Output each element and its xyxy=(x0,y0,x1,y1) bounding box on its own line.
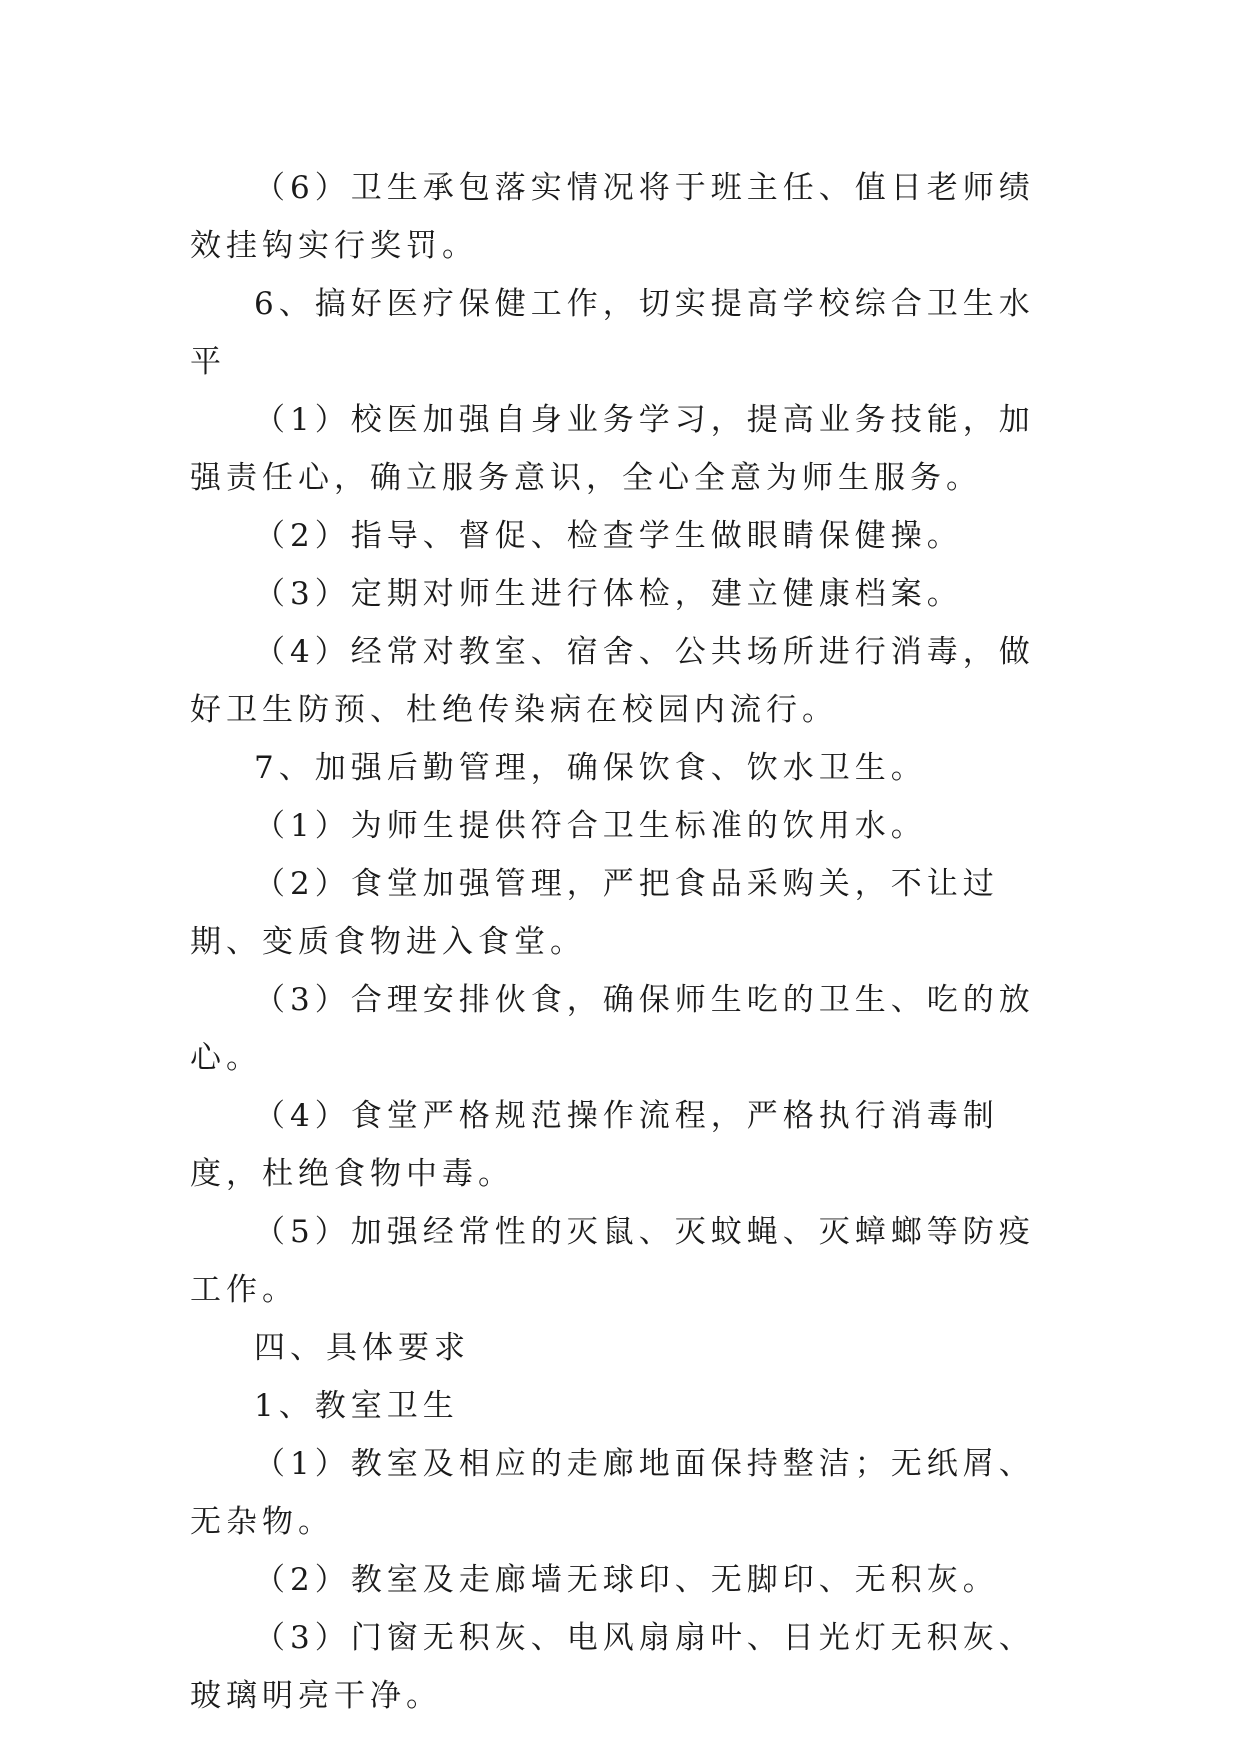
paragraph: （5）加强经常性的灭鼠、灭蚊蝇、灭蟑螂等防疫工作。 xyxy=(190,1214,1035,1308)
paragraph: （4）食堂严格规范操作流程，严格执行消毒制度，杜绝食物中毒。 xyxy=(190,1098,999,1192)
paragraph: （3）合理安排伙食，确保师生吃的卫生、吃的放心。 xyxy=(190,982,1035,1076)
paragraph: （2）指导、督促、检查学生做眼睛保健操。 xyxy=(254,518,963,554)
document-body xyxy=(190,159,1062,1725)
paragraph: （1）为师生提供符合卫生标准的饮用水。 xyxy=(254,808,927,844)
paragraph: （2）教室及走廊墙无球印、无脚印、无积灰。 xyxy=(254,1562,999,1598)
section-heading: 6、搞好医疗保健工作，切实提高学校综合卫生水平 xyxy=(190,286,1035,380)
paragraph: （3）门窗无积灰、电风扇扇叶、日光灯无积灰、玻璃明亮干净。 xyxy=(190,1620,1035,1714)
paragraph: （6）卫生承包落实情况将于班主任、值日老师绩效挂钩实行奖罚。 xyxy=(190,170,1035,264)
chapter-heading: 四、具体要求 xyxy=(254,1330,470,1366)
section-heading: 7、加强后勤管理，确保饮食、饮水卫生。 xyxy=(254,750,927,786)
paragraph: （2）食堂加强管理，严把食品采购关，不让过期、变质食物进入食堂。 xyxy=(190,866,999,960)
paragraph: （1）教室及相应的走廊地面保持整洁；无纸屑、无杂物。 xyxy=(190,1446,1035,1540)
section-heading: 1、教室卫生 xyxy=(254,1388,459,1424)
paragraph: （4）经常对教室、宿舍、公共场所进行消毒，做好卫生防预、杜绝传染病在校园内流行。 xyxy=(190,634,1035,728)
paragraph: （3）定期对师生进行体检，建立健康档案。 xyxy=(254,576,963,612)
paragraph: （1）校医加强自身业务学习，提高业务技能，加强责任心，确立服务意识，全心全意为师生服务。 xyxy=(190,402,1035,496)
